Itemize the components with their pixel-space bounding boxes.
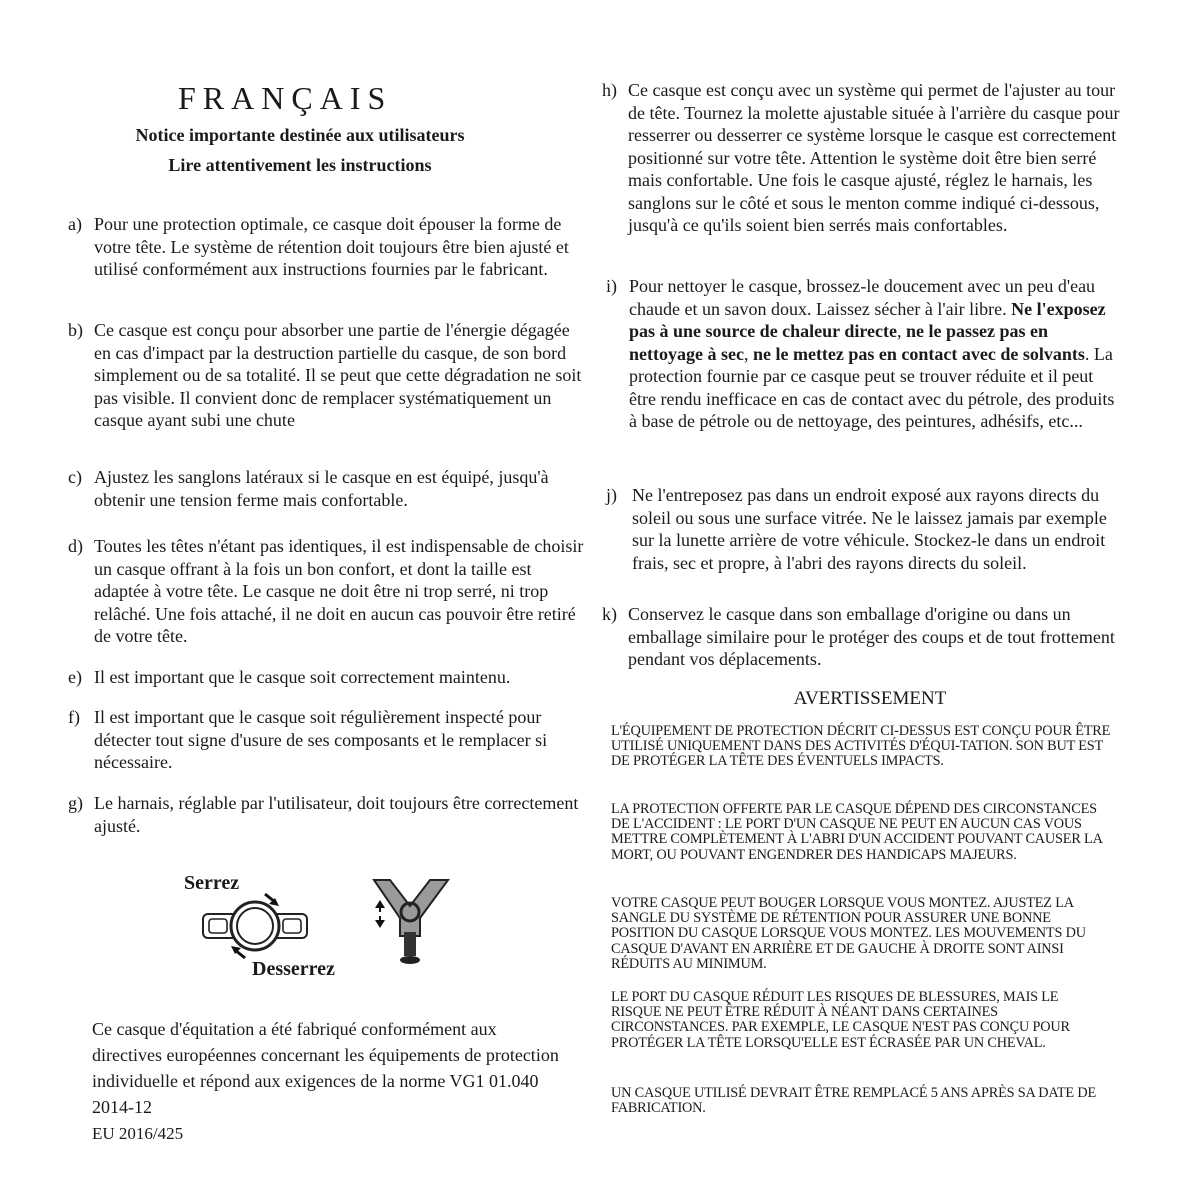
item-letter: a) bbox=[68, 214, 82, 234]
conformity-statement: Ce casque d'équitation a été fabriqué conformément aux directives européennes concernant les équipements de protection individuelle et répond aux exigences de la norme VG1 01.040 2014-12 bbox=[92, 1019, 559, 1117]
warning-paragraph-4: LE PORT DU CASQUE RÉDUIT LES RISQUES DE BLESSURES, MAIS LE RISQUE NE PEUT ÊTRE RÉDUIT À NÉANT DANS CERTAINES CIRCONSTANCES. PAR EXEMPLE, LE CASQUE N'EST PAS CONÇU POUR PROTÉGER LA TÊTE LORSQU'ELLE EST ÉCRASÉE PAR UN CHEVAL. bbox=[611, 989, 1070, 1051]
item-text: Ajustez les sanglons latéraux si le casque en est équipé, jusqu'à obtenir une tension ferme mais confortable. bbox=[94, 467, 549, 510]
item-letter: h) bbox=[602, 80, 617, 100]
subtitle-instructions: Lire attentivement les instructions bbox=[168, 155, 432, 175]
separator: , bbox=[897, 321, 906, 341]
warning-dry-clean: ne le passez pas en nettoyage à sec bbox=[629, 321, 1049, 364]
adjustment-dial-icon bbox=[195, 890, 315, 962]
item-letter: g) bbox=[68, 793, 83, 813]
item-text: Ce casque est conçu pour absorber une partie de l'énergie dégagée en cas d'impact par la destruction partielle du casque, de son bord simplement ou de sa totalité. Il se peut que cette dégradation ne soit pas visible. Il convient donc de remplacer systématiquement un casque ayant subi une chute bbox=[94, 320, 582, 430]
tighten-label: Serrez bbox=[184, 872, 240, 894]
item-letter: d) bbox=[68, 536, 83, 556]
item-text: Il est important que le casque soit régulièrement inspecté pour détecter tout signe d'usure de ses composants et le remplacer si nécessaire. bbox=[94, 707, 548, 772]
item-text: Conservez le casque dans son emballage d'origine ou dans un emballage similaire pour le protéger des coups et de tout frottement pendant vos déplacements. bbox=[628, 604, 1115, 669]
warning-title: AVERTISSEMENT bbox=[793, 688, 947, 709]
warning-heat: Ne l'exposez pas à une source de chaleur directe bbox=[629, 298, 1106, 341]
harness-strap-icon bbox=[366, 878, 456, 966]
warning-solvents: ne le mettez pas en contact avec de solvants bbox=[752, 343, 1085, 364]
item-letter: i) bbox=[606, 276, 617, 296]
subtitle-notice: Notice importante destinée aux utilisateurs bbox=[135, 125, 465, 145]
eu-regulation: EU 2016/425 bbox=[92, 1124, 184, 1143]
warning-paragraph-2: LA PROTECTION OFFERTE PAR LE CASQUE DÉPEND DES CIRCONSTANCES DE L'ACCIDENT : LE PORT D'UN CASQUE NE PEUT EN AUCUN CAS VOUS METTRE COMPLÈTEMENT À L'ABRI D'UN ACCIDENT POUVANT CAUSER LA MORT, OU POUVANT ENGENDRER DES HANDICAPS MAJEURS. bbox=[611, 801, 1102, 863]
item-text: Toutes les têtes n'étant pas identiques, il est indispensable de choisir un casque offrant à la fois un bon confort, et dont la taille est adaptée à votre tête. Le casque ne doit être ni trop serré, ni trop relâché. Une fois attaché, il ne doit en aucun cas pouvoir être retiré de votre tête. bbox=[94, 536, 584, 646]
item-letter: j) bbox=[606, 485, 617, 505]
item-text: Ce casque est conçu avec un système qui permet de l'ajuster au tour de tête. Tournez la molette ajustable située à l'arrière du casque pour resserrer ou desserrer ce système lorsque le casque est correctement positionné sur votre tête. Attention le système doit être bien serré mais confortable. Une fois le casque ajusté, réglez le harnais, les sanglons sur le côté et sous le menton comme indiqué ci-dessous, jusqu'à ce qu'ils soient bien serrés mais confortables. bbox=[628, 80, 1120, 235]
warning-paragraph-5: UN CASQUE UTILISÉ DEVRAIT ÊTRE REMPLACÉ 5 ANS APRÈS SA DATE DE FABRICATION. bbox=[611, 1085, 1096, 1117]
item-letter: b) bbox=[68, 320, 83, 340]
page-title: FRANÇAIS bbox=[178, 80, 393, 116]
item-text: Pour une protection optimale, ce casque doit épouser la forme de votre tête. Le système de rétention doit toujours être bien ajusté et utilisé conformément aux instructions fournies par le fabricant. bbox=[94, 214, 569, 279]
item-text: Il est important que le casque soit correctement maintenu. bbox=[94, 667, 511, 687]
item-letter: k) bbox=[602, 604, 617, 624]
item-letter: c) bbox=[68, 467, 82, 487]
item-text: Ne l'entreposez pas dans un endroit exposé aux rayons directs du soleil ou sous une surface vitrée. Ne le laissez jamais par exemple sur la lunette arrière de votre véhicule. Stockez-le dans un endroit frais, sec et propre, à l'abri des rayons directs du soleil. bbox=[632, 485, 1107, 573]
item-text bbox=[629, 275, 1124, 433]
item-letter: e) bbox=[68, 667, 82, 687]
warning-paragraph-3: VOTRE CASQUE PEUT BOUGER LORSQUE VOUS MONTEZ. AJUSTEZ LA SANGLE DU SYSTÈME DE RÉTENTION POUR ASSURER UNE BONNE POSITION DU CASQUE LORSQUE VOUS MONTEZ. LES MOUVEMENTS DU CASQUE D'AVANT EN ARRIÈRE ET DE GAUCHE À DROITE SONT AINSI RÉDUITS AU MINIMUM. bbox=[611, 895, 1086, 972]
item-letter: f) bbox=[68, 707, 80, 727]
loosen-label: Desserrez bbox=[252, 958, 335, 980]
separator: , bbox=[743, 343, 753, 364]
item-text: Le harnais, réglable par l'utilisateur, doit toujours être correctement ajusté. bbox=[94, 793, 579, 836]
warning-paragraph-1: L'ÉQUIPEMENT DE PROTECTION DÉCRIT CI-DESSUS EST CONÇU POUR ÊTRE UTILISÉ UNIQUEMENT DANS DES ACTIVITÉS D'ÉQUI-TATION. SON BUT EST DE PROTÉGER LA TÊTE DES ÉVENTUELS IMPACTS. bbox=[611, 723, 1111, 770]
cleaning-text: Pour nettoyer le casque, brossez-le doucement avec un peu d'eau chaude et un savon doux. Laissez sécher à l'air libre. bbox=[629, 276, 1096, 319]
cleaning-consequence-text: . La protection fournie par ce casque peut se trouver réduite et il peut être rendu inefficace en cas de contact avec du pétrole, des produits à base de pétrole ou de nettoyage, des peintures, adhésifs, etc... bbox=[629, 343, 1115, 431]
